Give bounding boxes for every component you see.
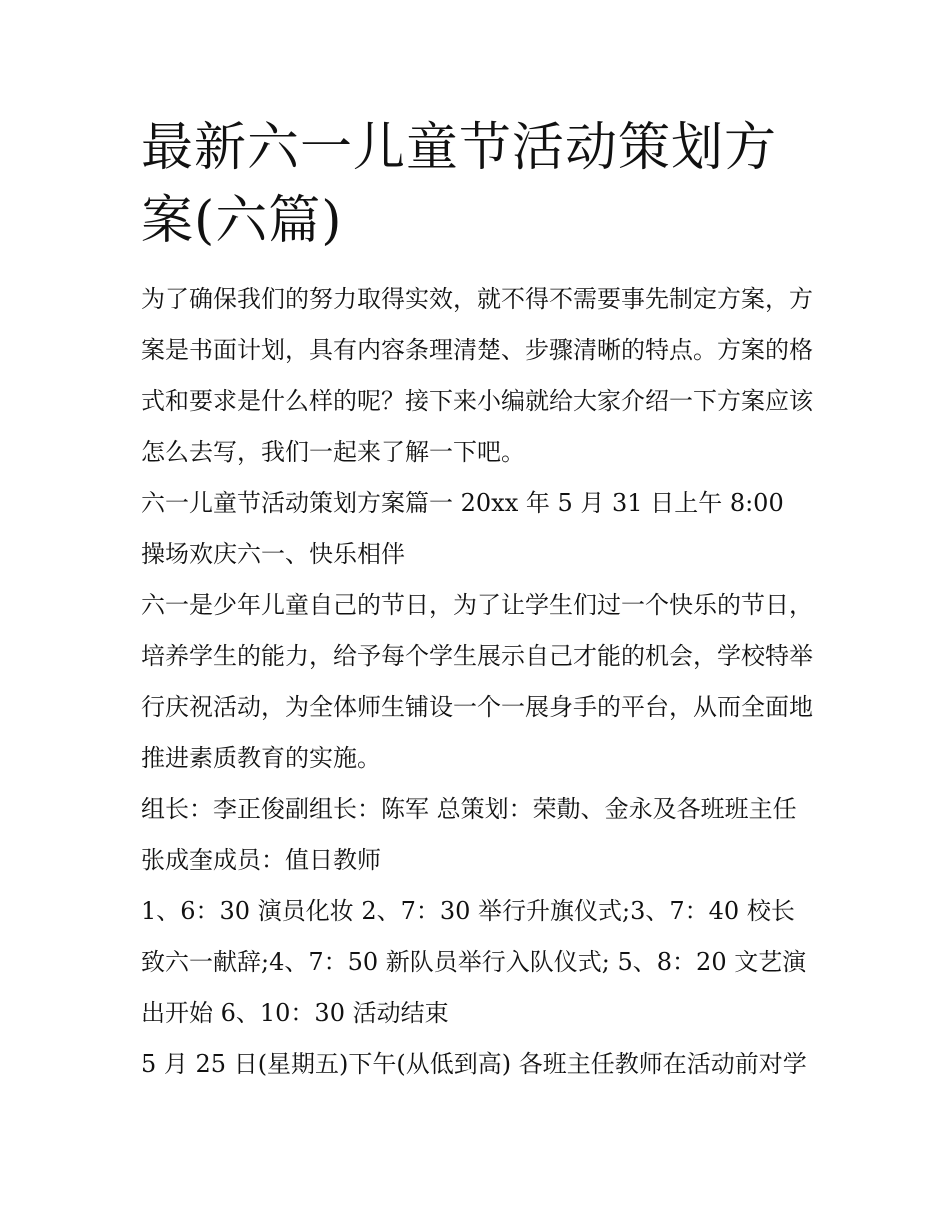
document-page [141, 112, 813, 1090]
paragraph-intro: 为了确保我们的努力取得实效，就不得不需要事先制定方案，方案是书面计划，具有内容条理清楚、步骤清晰的特点。方案的格式和要求是什么样的呢？接下来小编就给大家介绍一下方案应该怎么去写，我们一起来了解一下吧。 [141, 285, 813, 466]
paragraph-purpose: 六一是少年儿童自己的节日，为了让学生们过一个快乐的节日，培养学生的能力，给予每个学生展示自己才能的机会，学校特举行庆祝活动，为全体师生铺设一个一展身手的平台，从而全面地推进素质教育的实施。 [141, 591, 813, 772]
paragraph-preparation: 5 月 25 日(星期五)下午(从低到高) 各班主任教师在活动前对学 [141, 1050, 807, 1078]
paragraph-schedule: 1、6：30 演员化妆 2、7：30 举行升旗仪式;3、7：40 校长致六一献辞;4、7：50 新队员举行入队仪式; 5、8：20 文艺演出开始 6、10：30 活动结束 [141, 897, 807, 1027]
paragraph-organization: 组长：李正俊副组长：陈军 总策划：荣勣、金永及各班班主任 张成奎成员：值日教师 [141, 795, 797, 874]
document-title: 最新六一儿童节活动策划方案(六篇) [141, 118, 778, 251]
paragraph-plan-one-heading: 六一儿童节活动策划方案篇一 20xx 年 5 月 31 日上午 8:00 操场欢庆六一、快乐相伴 [141, 489, 784, 568]
